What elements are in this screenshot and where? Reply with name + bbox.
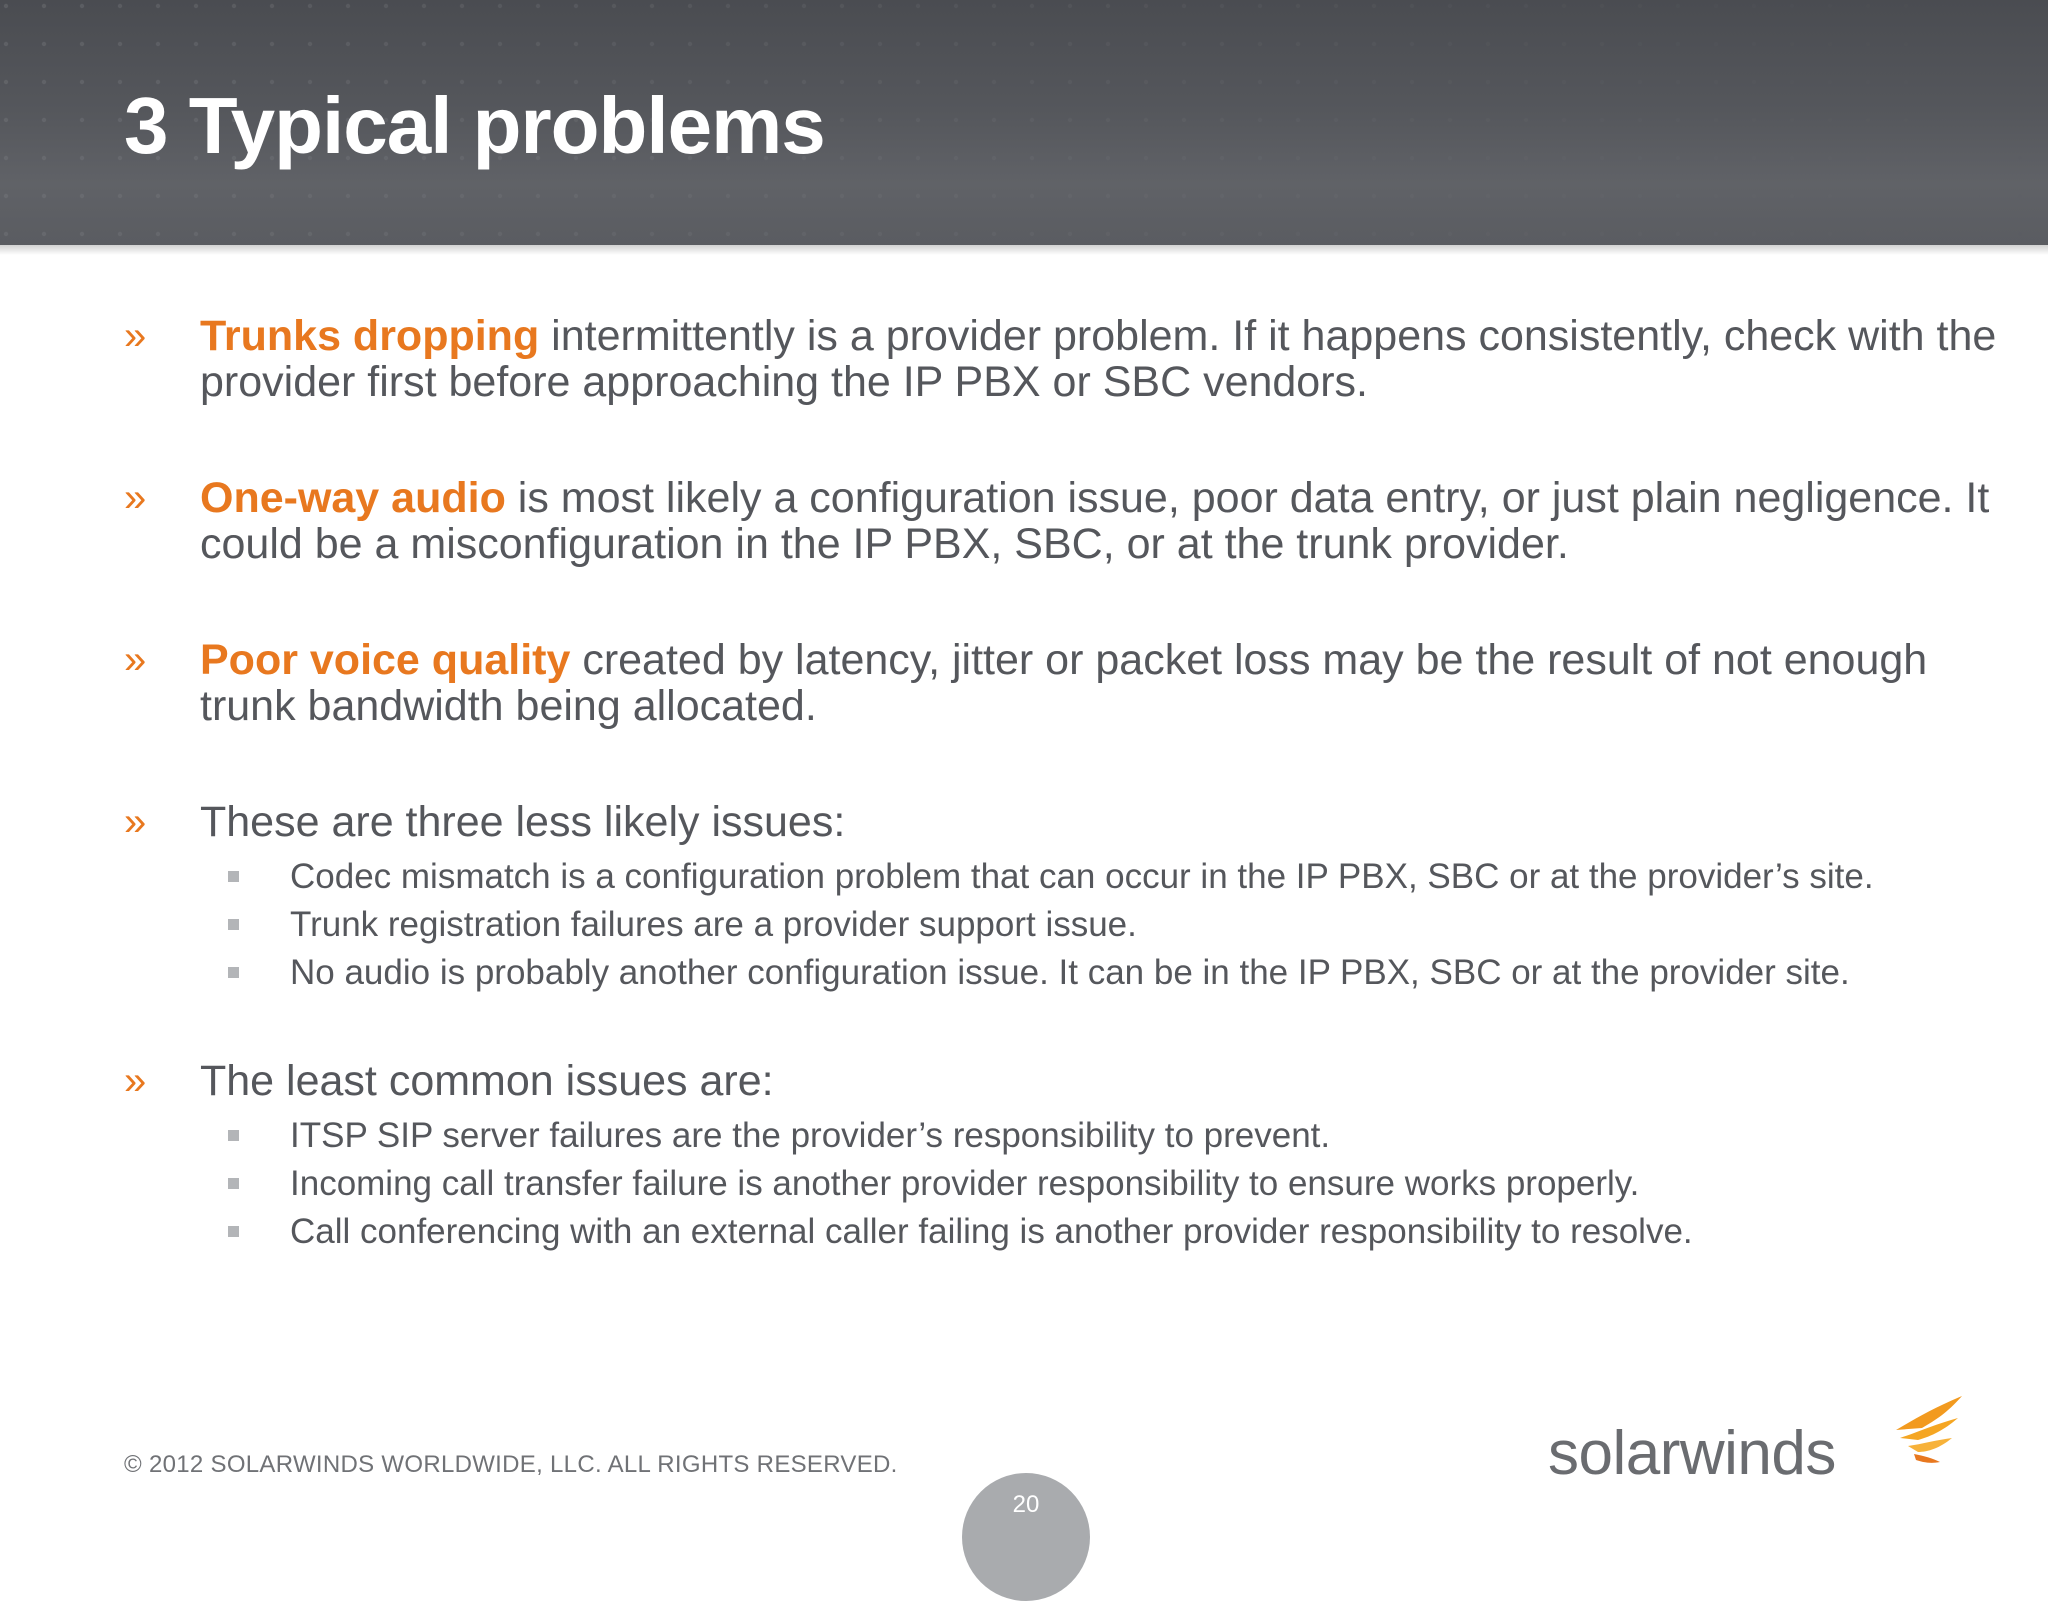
square-bullet-icon [228,1178,239,1189]
page-number: 20 [1012,1491,1040,1518]
bullet-text [200,637,2000,729]
sub-bullet-text: Incoming call transfer failure is another provider responsibility to ensure works properly. [290,1164,1640,1203]
sub-bullet-text: ITSP SIP server failures are the provider’s responsibility to prevent. [290,1116,1331,1155]
bullet-text [200,313,2000,405]
bullet-highlight: Poor voice quality [200,636,571,684]
slide-title: 3 Typical problems [124,81,825,170]
square-bullet-icon [228,1226,239,1237]
title-banner [0,0,2048,245]
copyright-notice: © 2012 SOLARWINDS WORLDWIDE, LLC. ALL RIGHTS RESERVED. [124,1451,898,1478]
bullet-highlight: One-way audio [200,474,506,522]
bullet-chevron-icon: » [124,1059,147,1103]
bullet-body: intermittently is a provider problem. If it happens consistently, check with the provider first before approaching the IP PBX or SBC vendors. [200,312,1997,406]
bullet-chevron-icon: » [124,800,147,844]
bullet-chevron-icon: » [124,476,147,520]
sub-bullet-text: Trunk registration failures are a provider support issue. [290,905,1137,944]
square-bullet-icon [228,919,239,930]
banner-shadow [0,245,2048,255]
bullet-text: The least common issues are: [200,1057,774,1105]
bullet-body: is most likely a configuration issue, poor data entry, or just plain negligence. It could be a misconfiguration in the IP PBX, SBC, or at the trunk provider. [200,474,1990,568]
sub-bullet-text: No audio is probably another configuration issue. It can be in the IP PBX, SBC or at the provider site. [290,953,1850,992]
solarwinds-bird-icon [1878,1390,1968,1480]
logo-wordmark: solarwinds [1548,1419,1836,1488]
sub-bullet-text: Codec mismatch is a configuration problem that can occur in the IP PBX, SBC or at the provider’s site. [290,857,1874,896]
bullet-chevron-icon: » [124,638,147,682]
solarwinds-logo [1548,1390,1948,1510]
square-bullet-icon [228,871,239,882]
bullet-body: created by latency, jitter or packet loss may be the result of not enough trunk bandwidth being allocated. [200,636,1928,730]
square-bullet-icon [228,1130,239,1141]
sub-bullet-text: Call conferencing with an external caller failing is another provider responsibility to resolve. [290,1212,1693,1251]
bullet-text: These are three less likely issues: [200,798,846,846]
square-bullet-icon [228,967,239,978]
bullet-text [200,475,2000,567]
bullet-chevron-icon: » [124,314,147,358]
bullet-highlight: Trunks dropping [200,312,540,360]
